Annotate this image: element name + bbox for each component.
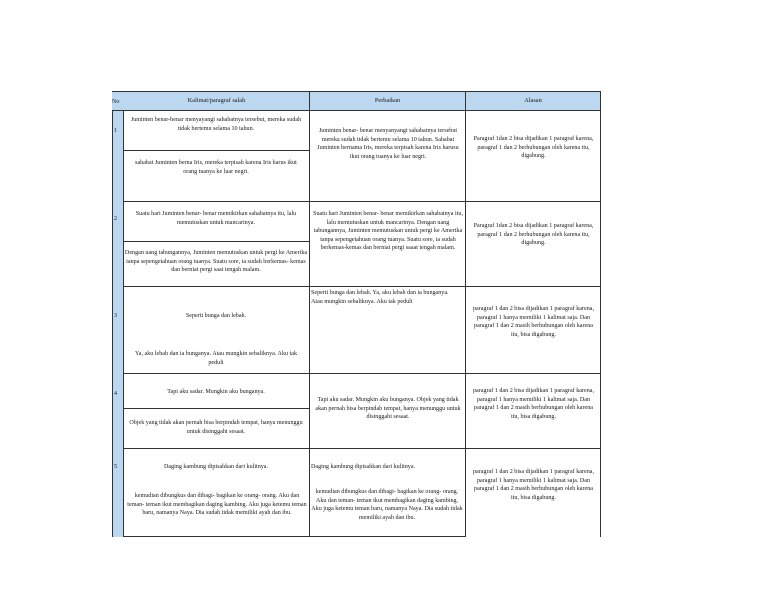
row-number: 3 [114, 313, 118, 319]
header-no-label: No [112, 99, 120, 105]
alasan-text: Paragraf 1dan 2 bisa dijadikan 1 paragraf karena, paragraf 1 dan 2 berhubungan oleh karena itu, digabung. [473, 136, 594, 160]
perbaikan-text: Suatu hari Juminten benar- benar memikirkan sahabatnya itu, lalu memutuskan untuk mancarinya. Dengan uang tabungannya, Juminten memutuskan untuk pergi ke Amerika tanpa sepengetahuan orang tuanya. Suatu sore, ia sudah berkemas-kemas dan berniat pergi saaat tengah malam. [313, 211, 463, 252]
perbaikan-text: Tapi aku sadar. Mungkin aku bunganya. Objek yang tidak akan pernah bisa berpindah tempat, hanya menunggu untuk disinggahi sesaat. [315, 397, 461, 421]
kalimat-text: Ya, aku lebah dan ia bunganya. Atau mungkin sebaliknya. Aku tak peduli [134, 351, 298, 366]
header-alasan [466, 91, 601, 111]
kalimat-text: Daging kambung dipisahkan dari kulitnya. [163, 464, 269, 470]
kalimat-text: Dengan uang tabungannya, Juminten memutuskan untuk pergi ke Amerika tanpa sepengetahuan orang tuanya. Suatu sore, ia sudah berkemas- kemas dan berniat pergi saat tengah malam. [124, 250, 308, 274]
kalimat-text: Tapi aku sadar. Mungkin aku bunganya. [167, 389, 265, 395]
perbaikan-cell [310, 111, 466, 202]
perbaikan-text: Seperti bunga dan lebah. Ya, aku lebah dan ia bunganya. Atau mungkin sebaliknya. Aku tak peduli [311, 290, 449, 305]
row-number: 5 [114, 464, 118, 470]
alasan-cell [466, 374, 601, 449]
alasan-text: Paragraf 1dan 2 bisa dijadikan 1 paragraf karena, paragraf 1 dan 2 berhubungan oleh karena itu, digabung. [473, 223, 594, 247]
perbaikan-text: Daging kambung dipisahkan dari kulitnya. [311, 464, 416, 470]
kalimat-text: Suatu hari Juminten benar- benar memikirkan sahabatnya itu, lalu memutuskan untuk mancarinya. [135, 211, 297, 226]
correction-table [112, 91, 766, 537]
kalimat-cell-b [124, 151, 310, 202]
alasan-text: paragraf 1 dan 2 bisa dijadikan 1 paragraf karena, paragraf 1 hanya memiliki 1 kalimat saja. Dan paragraf 1 dan 2 masih berhubungan oleh karena itu, bisa digabung. [473, 306, 594, 338]
kalimat-cell-a [124, 202, 310, 242]
alasan-cell [466, 202, 601, 287]
row-number: 1 [114, 128, 118, 134]
kalimat-cell-a [124, 111, 310, 151]
kalimat-text: Seperti bunga dan lebah. [185, 313, 247, 319]
alasan-text: paragraf 1 dan 2 bisa dijadikan 1 paragraf karena, paragraf 1 hanya memiliki 1 kalimat saja. Dan paragraf 1 dan 2 masih berhubungan oleh karena itu, bisa digabung. [473, 388, 594, 420]
kalimat-cell-a [124, 449, 310, 537]
alasan-text: paragraf 1 dan 2 bisa dijadikan 1 paragraf karena, paragraf 1 hanya memiliki 1 kalimat saja. Dan paragraf 1 dan 2 masih berhubungan oleh karena itu, bisa digabung. [473, 469, 594, 501]
perbaikan-cell [310, 287, 466, 374]
header-perbaikan-label: Perbaikan [374, 96, 401, 104]
perbaikan-text: kemudian dibungkus dan dibagi- bagikan ke orang- orang. Aku dan teman- teman ikut membagikan daging kambing. Aku juga ketemu teman baru, namanya Naya. Dia sudah tidak memiliki ayah dan ibu. [311, 489, 463, 521]
header-kalimat-label: Kalimat/paragraf salah [187, 96, 246, 104]
perbaikan-cell [310, 202, 466, 287]
perbaikan-text: Juminten benar- benar menyanyangi sahabatnya tersebut mereka sudah tidak bertemu selama 10 tahun. Sahabat Juminten bernama Iris, mereka terpisah karena Iris harusu ikut orang tuanya ke luar negri. [317, 128, 459, 160]
kalimat-cell-a [124, 287, 310, 374]
kalimat-text: kemudian dibungkus dan dibagi- bagikan ke orang- orang. Aku dan teman- teman ikut membagikan daging kambing. Aku juga ketemu teman baru, namanya Naya. Dia sudah tidak memiliki ayah dan ibu. [127, 493, 307, 517]
header-kalimat [124, 91, 310, 111]
row-number: 4 [114, 391, 118, 397]
alasan-cell [466, 111, 601, 202]
perbaikan-cell [310, 449, 466, 537]
kalimat-cell-a [124, 374, 310, 409]
kalimat-text: Juminten benar-benar menyayangi sahabatnya tersebut, mereka sudah tidak bertemu selama 10 tahun. [130, 117, 302, 132]
row-number: 2 [114, 216, 118, 222]
alasan-cell [466, 449, 601, 537]
kalimat-text: sahabat Juminten berna Iris, mereka terpisah karena Iris harus ikut orang tuanya ke luar negri. [135, 160, 297, 175]
kalimat-cell-b [124, 409, 310, 449]
header-no [112, 91, 124, 111]
kalimat-cell-b [124, 242, 310, 287]
header-alasan-label: Alasan [524, 96, 542, 104]
perbaikan-cell [310, 374, 466, 449]
header-perbaikan [310, 91, 466, 111]
kalimat-text: Objek yang tidak akan pernah bisa berpindah tempat, hanya menunggu untuk disinggahi sesaat. [129, 420, 303, 435]
alasan-cell [466, 287, 601, 374]
